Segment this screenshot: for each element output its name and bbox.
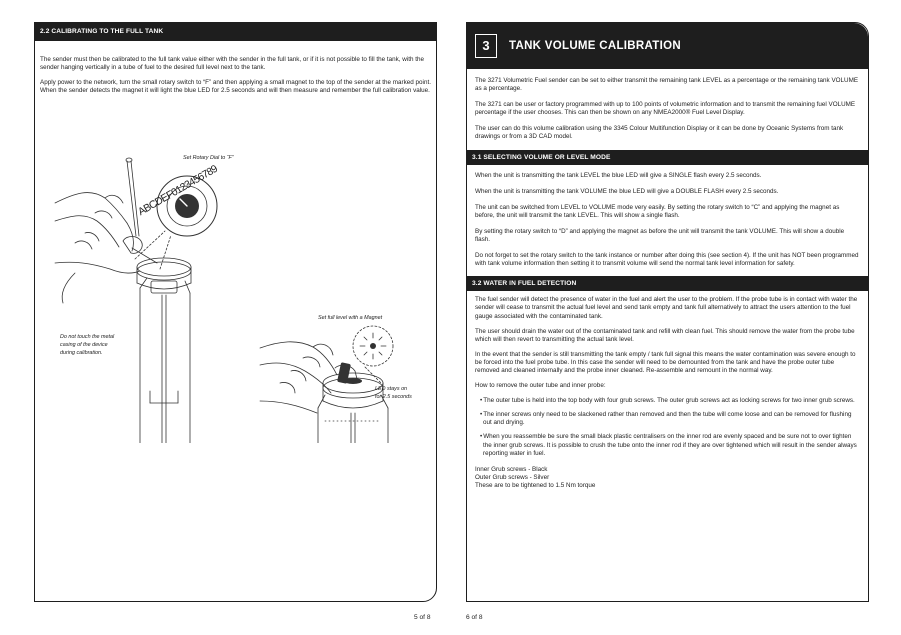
caption-metal-line-2: casing of the device bbox=[60, 342, 108, 348]
paragraph: By setting the rotary switch to “D” and applying the magnet as before the unit will transmit the tank VOLUME. This will show a double flash. bbox=[475, 227, 845, 244]
paragraph: Apply power to the network, turn the small rotary switch to “F” and then applying a small magnet to the top of the sender at the marked point. When the sender detects the magnet it will light the blue LED for 2.5 seconds and will then measure and remember the full calibration value. bbox=[40, 79, 431, 95]
caption-magnet: Set full level with a Magnet bbox=[318, 315, 383, 321]
list-item-text: The outer tube is held into the top body with four grub screws. The outer grub screws act as locking screws for two inner grub screws. bbox=[483, 397, 855, 405]
right-sender-head bbox=[323, 373, 383, 408]
chapter-title: TANK VOLUME CALIBRATION bbox=[509, 40, 681, 52]
page-number-right: 6 of 8 bbox=[466, 614, 483, 621]
left-fuel-tank bbox=[140, 278, 190, 443]
right-hand bbox=[260, 342, 357, 413]
bullet-marker: • bbox=[480, 433, 483, 441]
paragraph: The 3271 Volumetric Fuel sender can be set to either transmit the remaining tank LEVEL as a percentage or the remaining tank VOLUME as a percentage. bbox=[475, 77, 859, 93]
caption-led-line-1: LED stays on bbox=[375, 386, 408, 392]
list-item bbox=[475, 433, 860, 457]
left-sender-head bbox=[137, 258, 191, 293]
grub-screw-specs bbox=[475, 466, 860, 490]
list-item bbox=[475, 397, 860, 405]
list-item-text: The inner screws only need to be slackened rather than removed and then the tube will come loose and can be removed for flushing out and drying. bbox=[483, 411, 852, 427]
caption-led-line-2: for 2.5 seconds bbox=[375, 394, 412, 400]
paragraph: In the event that the sender is still transmitting the tank empty / tank full signal this means the water contamination was severe enough to be forced into the fuel probe tube. In this case the sender will need to be demounted from the tank and have the probe outer tube removed and cleaned internally and the probe inner cleaned. Re-assemble and remount in the normal way. bbox=[475, 350, 856, 374]
left-body-text bbox=[35, 56, 436, 95]
spec-line: Inner Grub screws - Black bbox=[475, 465, 548, 473]
list-item-text: When you reassemble be sure the small black plastic centralisers on the inner rod are evenly spaced and be sure not to over tighten the inner grub screws. It is possible to crush the tube onto the inner rod if they are over tightened which will result in the sender always reporting water in fuel. bbox=[483, 433, 857, 457]
section-title-water-in-fuel: 3.2 WATER IN FUEL DETECTION bbox=[467, 276, 868, 291]
list-item bbox=[475, 411, 860, 427]
section-volume-level-text bbox=[467, 172, 868, 269]
paragraph: When the unit is transmitting the tank LEVEL the blue LED will give a SINGLE flash every 2.5 seconds. bbox=[475, 171, 762, 179]
page-number-left: 5 of 8 bbox=[414, 614, 431, 621]
paragraph: Do not forget to set the rotary switch to the tank instance or number after doing this (see section 4). If the unit has NOT been programmed with tank volume information then setting it to transmit volume will send the normal tank level information for safety. bbox=[475, 252, 859, 268]
caption-metal-line-1: Do not touch the metal bbox=[60, 334, 115, 340]
caption-metal-line-3: during calibration. bbox=[60, 350, 103, 356]
paragraph: The fuel sender will detect the presence of water in the fuel and alert the user to the problem. If the probe tube is in contact with water the sender will cease to transmit the actual fuel level and send tank empty and tank full alternatively to attract the users attention to the fuel gauge associated with the contaminated tank. bbox=[475, 296, 858, 320]
paragraph: The unit can be switched from LEVEL to VOLUME mode very easily. By setting the rotary switch to “C” and applying the magnet as before, the unit will transmit the tank LEVEL. This will show a single flash. bbox=[475, 203, 840, 219]
spec-line: These are to be tightened to 1.5 Nm torque bbox=[475, 481, 596, 489]
calibration-illustration bbox=[35, 143, 438, 443]
led-glow-icon bbox=[353, 326, 393, 383]
right-page bbox=[466, 22, 869, 602]
paragraph: The 3271 can be user or factory programmed with up to 100 points of volumetric information and to transmit the remaining fuel VOLUME percentage if the user chooses. This can then be shown on any NMEA2000® Fuel Level Display. bbox=[475, 101, 856, 117]
left-page bbox=[34, 22, 437, 602]
paragraph: How to remove the outer tube and inner probe: bbox=[475, 382, 606, 390]
paragraph: The user should drain the water out of the contaminated tank and refill with clean fuel. This should remove the water from the probe tube which will then revert to transmitting the actual tank level. bbox=[475, 327, 855, 343]
section-water-in-fuel-text bbox=[467, 296, 868, 490]
chapter-header bbox=[467, 23, 868, 69]
intro-text bbox=[467, 77, 868, 142]
bullet-marker: • bbox=[480, 411, 483, 419]
section-title-volume-level-mode: 3.1 SELECTING VOLUME OR LEVEL MODE bbox=[467, 150, 868, 165]
spec-line: Outer Grub screws - Silver bbox=[475, 473, 550, 481]
caption-rotary-dial: Set Rotary Dial to “F” bbox=[183, 155, 234, 161]
dial-digit-label: ABCDEF0123456789 bbox=[136, 162, 220, 219]
section-title-calibrating-full-tank: 2.2 CALIBRATING TO THE FULL TANK bbox=[35, 23, 436, 41]
right-fuel-tank bbox=[318, 395, 388, 443]
paragraph: The user can do this volume calibration using the 3345 Colour Multifunction Display or it can be done by Oceanic Systems from tank drawings or from a 3D CAD model. bbox=[475, 125, 844, 141]
chapter-number-box: 3 bbox=[475, 34, 497, 58]
bullet-marker: • bbox=[480, 397, 483, 405]
paragraph: When the unit is transmitting the tank VOLUME the blue LED will give a DOUBLE FLASH every 2.5 seconds. bbox=[475, 187, 779, 195]
left-hand bbox=[55, 158, 157, 303]
paragraph: The sender must then be calibrated to the full tank value either with the sender in the full tank, or if it is not possible to fill the tank, with the sender hanging vertically in a tube of fuel to the desired full level next to the tank. bbox=[40, 56, 424, 72]
